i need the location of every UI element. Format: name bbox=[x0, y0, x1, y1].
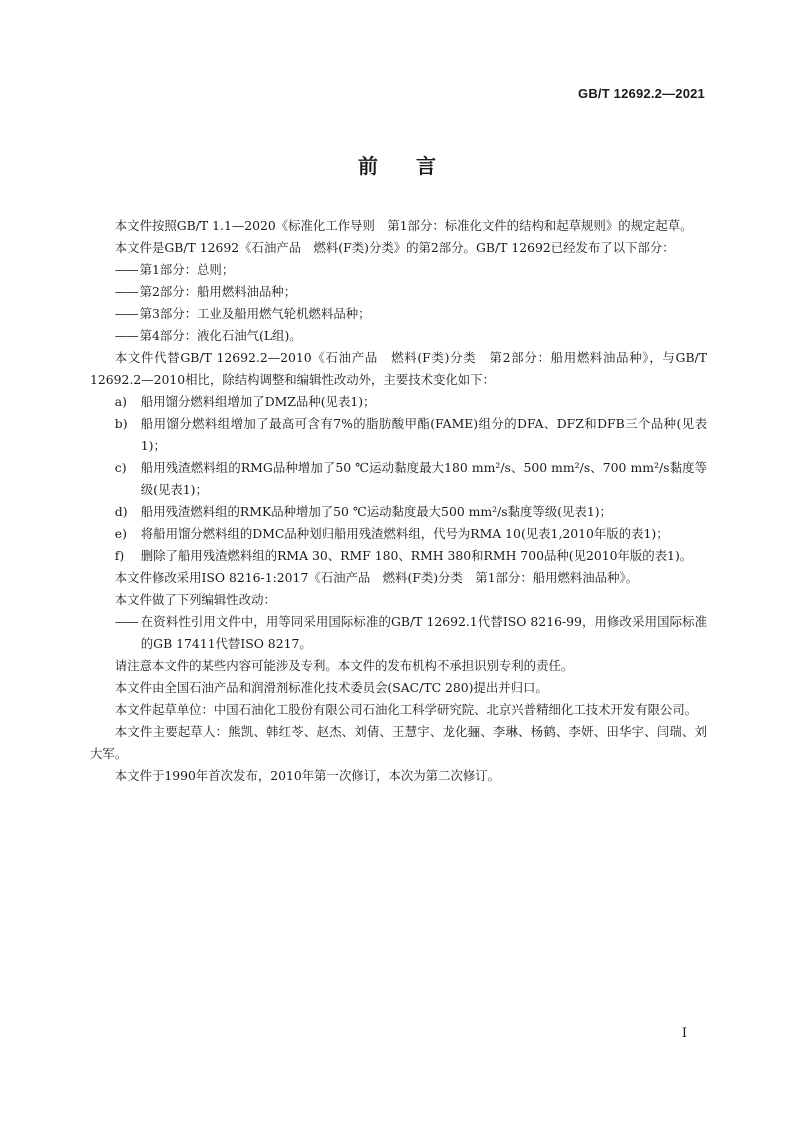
editorial-list bbox=[90, 611, 707, 655]
list-item-text: 第2部分：船用燃料油品种； bbox=[139, 284, 297, 299]
paragraph-replacement: 本文件代替GB/T 12692.2—2010《石油产品 燃料(F类)分类 第2部分：船用燃料油品种》，与GB/T 12692.2—2010相比，除结构调整和编辑性改动外，主要技术变化如下： bbox=[90, 350, 707, 387]
dash-marker: —— bbox=[114, 306, 138, 321]
list-item bbox=[90, 413, 707, 457]
paragraph-editorial-changes: 本文件做了下列编辑性改动： bbox=[114, 592, 276, 607]
list-item bbox=[90, 325, 707, 347]
dash-marker: —— bbox=[114, 328, 138, 343]
list-item-text: 第3部分：工业及船用燃气轮机燃料品种； bbox=[139, 306, 371, 321]
document-body bbox=[90, 215, 707, 787]
item-label: a) bbox=[114, 394, 128, 409]
paragraph-history: 本文件于1990年首次发布，2010年第一次修订，本次为第二次修订。 bbox=[114, 768, 501, 783]
standard-code: GB/T 12692.2—2021 bbox=[578, 86, 705, 101]
item-text: 将船用馏分燃料组的DMC品种划归船用残渣燃料组，代号为RMA 10(见表1,2010年版的表1)； bbox=[140, 526, 669, 541]
paragraph-proposed-by: 本文件由全国石油产品和润滑剂标准化技术委员会(SAC/TC 280)提出并归口。 bbox=[114, 680, 548, 695]
changes-list bbox=[90, 391, 707, 567]
item-text: 删除了船用残渣燃料组的RMA 30、RMF 180、RMH 380和RMH 700品种(见2010年版的表1)。 bbox=[140, 548, 693, 563]
list-item bbox=[90, 457, 707, 501]
list-item bbox=[90, 501, 707, 523]
item-text: 船用残渣燃料组的RMG品种增加了50 ℃运动黏度最大180 mm²/s、500 mm²/s、700 mm²/s黏度等级(见表1)； bbox=[140, 460, 707, 497]
item-text: 船用馏分燃料组增加了DMZ品种(见表1)； bbox=[140, 394, 376, 409]
item-label: b) bbox=[114, 416, 128, 431]
paragraph-patent-notice: 请注意本文件的某些内容可能涉及专利。本文件的发布机构不承担识别专利的责任。 bbox=[114, 658, 574, 673]
paragraph-adoption: 本文件修改采用ISO 8216-1:2017《石油产品 燃料(F类)分类 第1部分：船用燃料油品种》。 bbox=[114, 570, 639, 585]
item-label: c) bbox=[114, 460, 127, 475]
list-item bbox=[90, 523, 707, 545]
paragraph-series-parts: 本文件是GB/T 12692《石油产品 燃料(F类)分类》的第2部分。GB/T 12692已经发布了以下部分： bbox=[114, 240, 675, 255]
item-label: f) bbox=[114, 548, 125, 563]
list-item bbox=[90, 545, 707, 567]
dash-marker: —— bbox=[114, 262, 138, 277]
paragraph-drafters: 本文件主要起草人：熊凯、韩红苓、赵杰、刘倩、王慧宇、龙化骊、李琳、杨鹤、李妍、田华宇、闫瑞、刘大军。 bbox=[90, 724, 707, 761]
list-item-text: 第1部分：总则； bbox=[139, 262, 235, 277]
paragraph-drafting-units: 本文件起草单位：中国石油化工股份有限公司石油化工科学研究院、北京兴普精细化工技术开发有限公司。 bbox=[114, 702, 698, 717]
list-item bbox=[90, 281, 707, 303]
list-item-text: 第4部分：液化石油气(L组)。 bbox=[139, 328, 302, 343]
item-text: 船用残渣燃料组的RMK品种增加了50 ℃运动黏度最大500 mm²/s黏度等级(见表1)； bbox=[140, 504, 612, 519]
item-label: e) bbox=[114, 526, 127, 541]
item-text: 在资料性引用文件中，用等同采用国际标准的GB/T 12692.1代替ISO 8216-99，用修改采用国际标准的GB 17411代替ISO 8217。 bbox=[140, 614, 707, 651]
page-number: I bbox=[681, 1026, 687, 1041]
parts-list bbox=[90, 259, 707, 347]
list-item bbox=[90, 303, 707, 325]
item-text: 船用馏分燃料组增加了最高可含有7%的脂肪酸甲酯(FAME)组分的DFA、DFZ和DFB三个品种(见表1)； bbox=[140, 416, 707, 453]
list-item bbox=[90, 259, 707, 281]
page-title: 前言 bbox=[358, 154, 474, 178]
dash-marker: —— bbox=[114, 284, 138, 299]
dash-marker: —— bbox=[114, 614, 138, 629]
item-label: d) bbox=[114, 504, 128, 519]
list-item bbox=[90, 611, 707, 655]
paragraph-drafting-rules: 本文件按照GB/T 1.1—2020《标准化工作导则 第1部分：标准化文件的结构和起草规则》的规定起草。 bbox=[114, 218, 693, 233]
list-item bbox=[90, 391, 707, 413]
